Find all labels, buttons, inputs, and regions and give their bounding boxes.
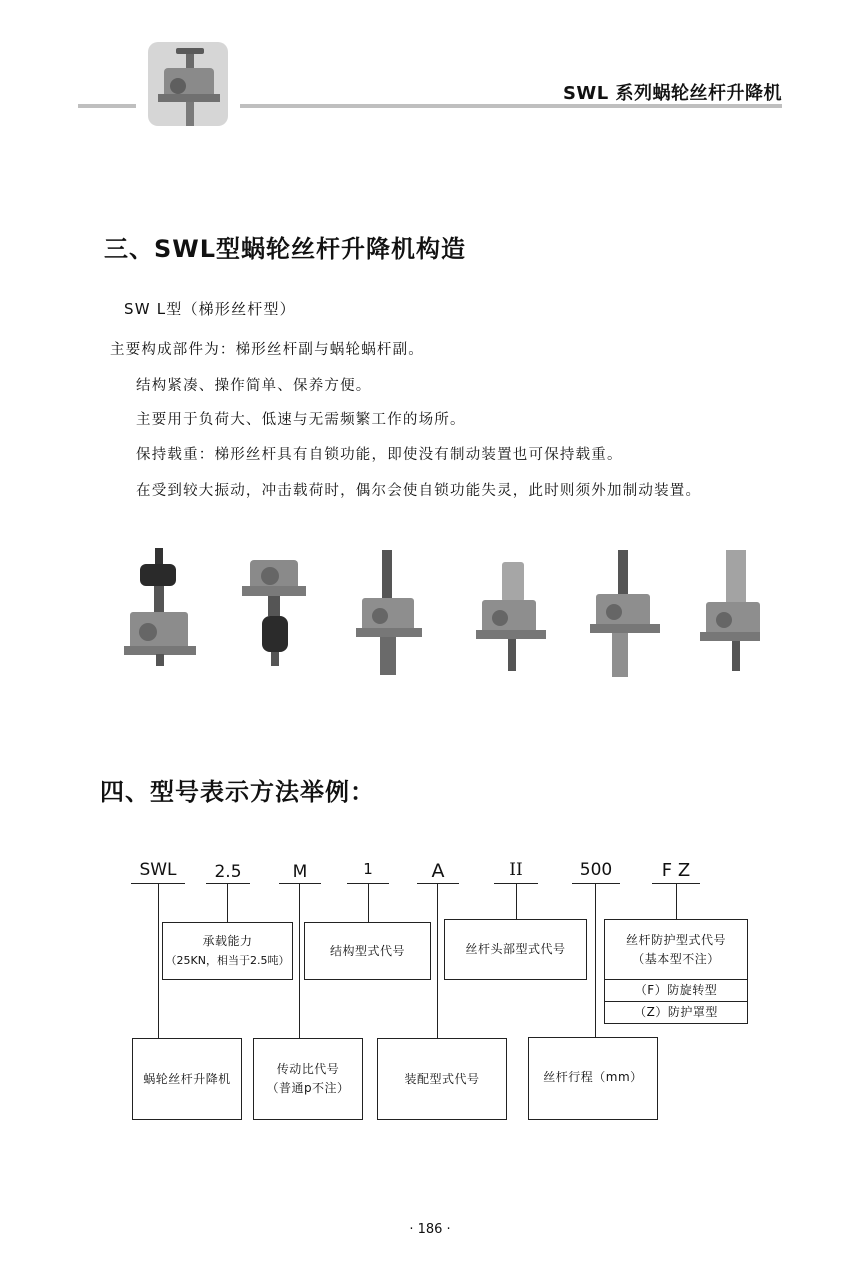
paragraph-line: 保持载重：梯形丝杆具有自锁功能，即使没有制动装置也可保持载重。	[136, 447, 623, 463]
box-protect	[604, 919, 748, 980]
box-stroke-line1: 丝杆行程（mm）	[543, 1070, 643, 1084]
paragraph-line: 结构紧凑、操作简单、保养方便。	[136, 378, 372, 394]
box-ratio	[253, 1038, 363, 1120]
box-protect-line2: （基本型不注）	[632, 951, 720, 966]
code-protect: F Z	[661, 860, 691, 881]
box-capacity-line1: 承载能力	[202, 934, 253, 948]
header-series-title: SWL 系列蜗轮丝杆升降机	[562, 83, 782, 104]
box-protect-f-text: （F）防旋转型	[634, 982, 718, 997]
box-capacity-line2: （25KN，相当于2.5吨）	[165, 954, 290, 967]
paragraph-line: 主要构成部件为：梯形丝杆副与蜗轮蜗杆副。	[110, 342, 424, 358]
code-ratio: M	[292, 862, 308, 882]
box-protect-line1: 丝杆防护型式代号	[625, 932, 726, 947]
connector	[227, 883, 228, 922]
box-name	[132, 1038, 242, 1120]
box-protect-f	[604, 979, 748, 1002]
box-protect-z	[604, 1001, 748, 1024]
box-structure	[304, 922, 431, 980]
box-ratio-line1: 传动比代号	[276, 1062, 340, 1076]
connector	[676, 883, 677, 919]
header-rule-left	[78, 104, 136, 108]
product-photo-1	[124, 548, 196, 666]
box-structure-line1: 结构型式代号	[329, 943, 405, 958]
product-photo-5	[590, 550, 660, 677]
box-capacity	[162, 922, 293, 980]
product-photos	[110, 540, 760, 690]
code-head: II	[509, 860, 523, 880]
paragraph-line: 主要用于负荷大、低速与无需频繁工作的场所。	[136, 412, 466, 428]
code-capacity: 2.5	[214, 862, 242, 882]
connector	[595, 883, 596, 1037]
box-protect-z-text: （Z）防护罩型	[634, 1004, 718, 1019]
connector	[437, 883, 438, 1038]
code-stroke: 500	[579, 860, 613, 880]
box-name-line1: 蜗轮丝杆升降机	[143, 1071, 231, 1086]
box-assembly	[377, 1038, 507, 1120]
product-photo-4	[476, 562, 546, 671]
product-photo-6	[700, 550, 760, 671]
paragraph-line: 在受到较大振动，冲击载荷时，偶尔会使自锁功能失灵，此时则须外加制动装置。	[136, 483, 702, 499]
section-4-title: 四、型号表示方法举例：	[100, 778, 375, 806]
code-swl: SWL	[139, 860, 177, 880]
connector	[299, 883, 300, 1038]
box-stroke	[528, 1037, 658, 1120]
page-number: · 186 ·	[409, 1222, 451, 1237]
product-photo-3	[356, 550, 422, 675]
code-assembly: A	[431, 860, 445, 882]
box-ratio-line2: （普通p不注）	[266, 1081, 350, 1095]
box-head-line1: 丝杆头部型式代号	[465, 942, 566, 956]
connector	[368, 883, 369, 922]
section-3-subtitle: SW L型（梯形丝杆型）	[124, 300, 296, 318]
box-head	[444, 919, 587, 980]
connector	[158, 883, 159, 1038]
code-structure: 1	[363, 860, 373, 878]
box-assembly-line1: 装配型式代号	[404, 1071, 480, 1086]
section-3-title: 三、SWL型蜗轮丝杆升降机构造	[104, 235, 467, 263]
product-photo-2	[242, 560, 306, 666]
connector	[516, 883, 517, 919]
header-product-logo	[148, 42, 228, 126]
